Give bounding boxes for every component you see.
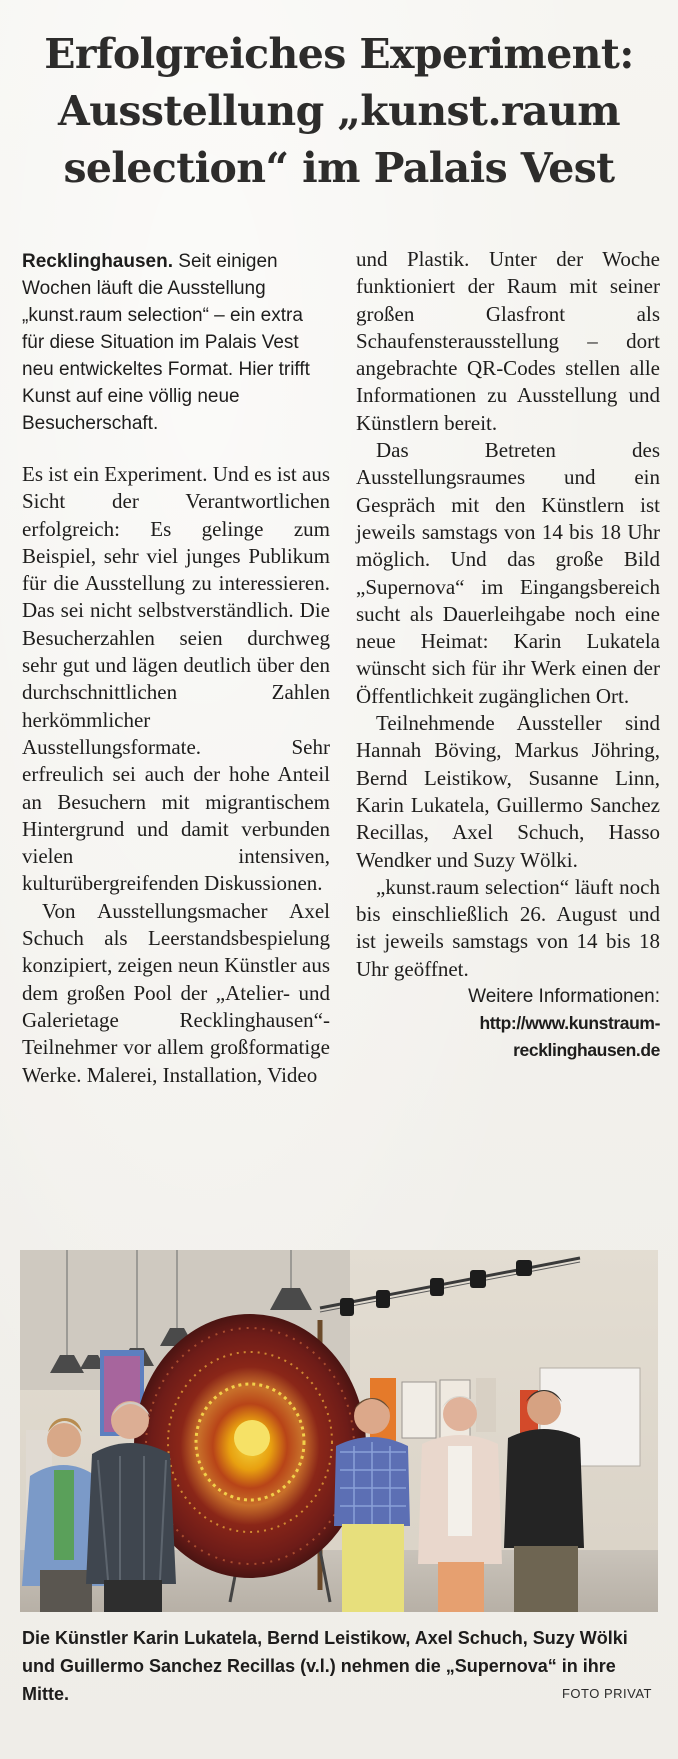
website-url-line-1: http://www.kunstraum- [479, 1013, 660, 1034]
body-paragraph-1: Es ist ein Experiment. Und es ist aus Sicht der Verantwortlichen erfolgreich: Es gelinge zum Beispiel, sehr viel junges Publikum für die Ausstellung zu interessieren. Das sei nicht selbstverständlich. Die Besucherzahlen seien durchweg sehr gut und lägen deutlich über den durchschnittlichen Zahlen herkömmlicher Ausstellungsformate. Sehr erfreulich sei auch der hohe Anteil an Besuchern mit migrantischem Hintergrund und damit verbunden vielen intensiven, kulturübergreifenden Diskussionen. [22, 462, 330, 896]
photo-credit: FOTO PRIVAT [561, 1686, 652, 1701]
headline-line-3: selection“ im Palais Vest [63, 144, 615, 192]
exhibition-photo [20, 1250, 658, 1612]
body-paragraph-4: Teilnehmende Aussteller sind Hannah Böving, Markus Jöhring, Bernd Leistikow, Susanne Linn, Karin Lukatela, Guillermo Sanchez Recillas, Axel Schuch, Hasso Wendker und Suzy Wölki. [356, 711, 660, 872]
body-paragraph-5: „kunst.raum selection“ läuft noch bis einschließlich 26. August und ist jeweils samstags von 14 bis 18 Uhr geöffnet. [356, 874, 660, 981]
more-info-label: Weitere Informationen: [468, 986, 660, 1008]
photo-caption: Die Künstler Karin Lukatela, Bernd Leistikow, Axel Schuch, Suzy Wölki und Guillermo Sanchez Recillas (v.l.) nehmen die „Supernova“ in ihre Mitte. [22, 1628, 628, 1704]
lead-paragraph [22, 248, 330, 437]
body-paragraph-2-continued: und Plastik. Unter der Woche funktioniert der Raum mit seiner großen Glasfront als Schaufensterausstellung – dort angebrachte QR-Codes stellen alle Informationen zu Ausstellung und Künstlern bereit. [356, 247, 660, 435]
article-column-left [22, 248, 330, 1089]
exhibition-photo-illustration [20, 1250, 658, 1612]
dateline: Recklinghausen. [22, 251, 173, 272]
body-paragraph-3: Das Betreten des Ausstellungsraumes und ein Gespräch mit den Künstlern ist jeweils samstags von 14 bis 18 Uhr möglich. Und das große Bild „Supernova“ im Eingangsbereich sucht als Dauerleihgabe noch eine neue Heimat: Karin Lukatela wünscht sich für ihr Werk einen der Öffentlichkeit zugänglichen Ort. [356, 438, 660, 708]
lead-text: Seit einigen Wochen läuft die Ausstellung „kunst.raum selection“ – ein extra für diese Situation im Palais Vest neu entwickeltes Format. Hier trifft Kunst auf eine völlig neue Besucherschaft. [22, 251, 310, 434]
body-paragraph-2: Von Ausstellungsmacher Axel Schuch als Leerstandsbespielung konzipiert, zeigen neun Künstler aus dem großen Pool der „Atelier- und Galerietage Recklinghausen“-Teilnehmer vor allem großformatige Werke. Malerei, Installation, Video [22, 898, 330, 1087]
headline-line-2: Ausstellung „kunst.raum [58, 87, 620, 135]
article-column-right [356, 246, 660, 1064]
headline [20, 26, 658, 197]
website-url-line-2: recklinghausen.de [513, 1040, 660, 1061]
headline-line-1: Erfolgreiches Experiment: [44, 30, 634, 78]
